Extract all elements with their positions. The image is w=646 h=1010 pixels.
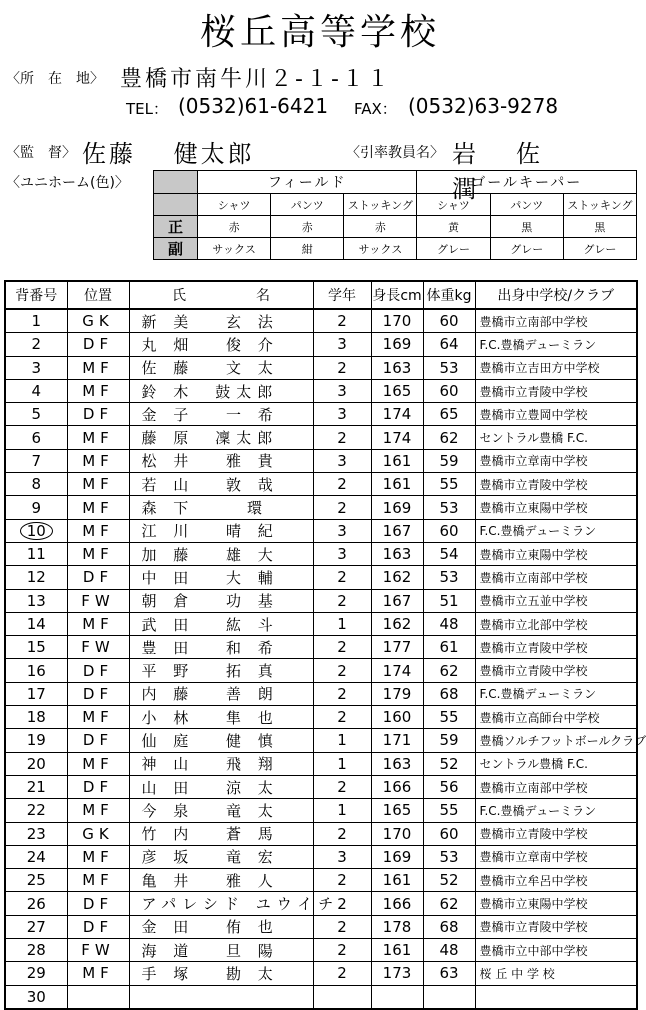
roster-row <box>5 915 637 938</box>
player-grade: 2 <box>313 636 371 659</box>
roster-row <box>5 496 637 519</box>
player-height: 166 <box>371 775 423 798</box>
teacher-name: 岩 佐 潤 <box>452 140 612 203</box>
player-school: 豊橋市立青陵中学校 <box>475 822 637 845</box>
player-number: 13 <box>5 589 67 612</box>
player-name: 平 野 拓 真 <box>129 659 313 682</box>
player-number: 1 <box>5 309 67 333</box>
primary-color: 赤 <box>271 216 344 238</box>
uniform-corner <box>154 194 198 216</box>
player-school: 豊橋市立高師台中学校 <box>475 706 637 729</box>
player-grade: 2 <box>313 822 371 845</box>
player-school: 豊橋市立青陵中学校 <box>475 659 637 682</box>
player-position: MF <box>67 752 129 775</box>
uniform-table <box>153 170 637 260</box>
player-height: 170 <box>371 822 423 845</box>
roster-row <box>5 542 637 565</box>
player-position: DF <box>67 566 129 589</box>
player-weight: 53 <box>423 566 475 589</box>
player-position: MF <box>67 519 129 542</box>
player-name: 小 林 隼 也 <box>129 706 313 729</box>
item-gk-stockings: ストッキング <box>563 194 636 216</box>
roster-row <box>5 309 637 333</box>
primary-color: 赤 <box>198 216 271 238</box>
player-school: 豊橋市立東陽中学校 <box>475 892 637 915</box>
roster-row <box>5 403 637 426</box>
player-grade: 1 <box>313 752 371 775</box>
player-name: 新 美 玄 法 <box>129 309 313 333</box>
player-grade: 2 <box>313 682 371 705</box>
secondary-color: 紺 <box>271 238 344 260</box>
secondary-color: グレー <box>563 238 636 260</box>
roster-row <box>5 636 637 659</box>
secondary-color: グレー <box>490 238 563 260</box>
player-school: セントラル豊橋 F.C. <box>475 752 637 775</box>
player-height: 169 <box>371 496 423 519</box>
header-number: 背番号 <box>5 281 67 309</box>
player-name: アパレシド ユウイチ <box>129 892 313 915</box>
roster-row <box>5 589 637 612</box>
player-school: F.C.豊橋デューミラン <box>475 333 637 356</box>
roster-row <box>5 775 637 798</box>
roster-row <box>5 985 637 1009</box>
player-name: 内 藤 善 朗 <box>129 682 313 705</box>
roster-row <box>5 729 637 752</box>
player-grade: 2 <box>313 496 371 519</box>
player-position: MF <box>67 706 129 729</box>
fax-value: (0532)63-9278 <box>408 94 559 118</box>
player-name: 竹 内 蒼 馬 <box>129 822 313 845</box>
player-school: 豊橋市立南部中学校 <box>475 566 637 589</box>
player-position: MF <box>67 496 129 519</box>
roster-row <box>5 845 637 868</box>
player-name: 金 子 一 希 <box>129 403 313 426</box>
player-school: F.C.豊橋デューミラン <box>475 799 637 822</box>
player-school: 豊橋市立東陽中学校 <box>475 496 637 519</box>
player-position: MF <box>67 356 129 379</box>
player-position: MF <box>67 473 129 496</box>
player-number: 15 <box>5 636 67 659</box>
player-weight: 68 <box>423 915 475 938</box>
player-position: DF <box>67 682 129 705</box>
school-name: 桜丘高等学校 <box>199 12 440 53</box>
player-number: 14 <box>5 612 67 635</box>
primary-color: 赤 <box>344 216 417 238</box>
player-name: 武 田 紘 斗 <box>129 612 313 635</box>
player-school: 豊橋市立青陵中学校 <box>475 473 637 496</box>
player-grade: 2 <box>313 939 371 962</box>
player-grade: 2 <box>313 356 371 379</box>
player-position: FW <box>67 636 129 659</box>
player-school: 豊橋市立南部中学校 <box>475 309 637 333</box>
player-name: 鈴 木 鼓太郎 <box>129 379 313 402</box>
player-height <box>371 985 423 1009</box>
player-number: 28 <box>5 939 67 962</box>
player-grade: 1 <box>313 799 371 822</box>
player-school: 豊橋市立東陽中学校 <box>475 542 637 565</box>
player-position: DF <box>67 403 129 426</box>
player-position: MF <box>67 799 129 822</box>
player-weight: 62 <box>423 426 475 449</box>
player-number: 17 <box>5 682 67 705</box>
player-grade: 2 <box>313 589 371 612</box>
player-height: 174 <box>371 426 423 449</box>
player-grade: 2 <box>313 962 371 985</box>
player-name: 手 塚 勘 太 <box>129 962 313 985</box>
player-position: MF <box>67 612 129 635</box>
player-name: 今 泉 竜 太 <box>129 799 313 822</box>
header-name: 氏 名 <box>129 281 313 309</box>
player-name <box>129 985 313 1009</box>
player-weight: 60 <box>423 379 475 402</box>
player-grade: 2 <box>313 566 371 589</box>
player-school: 豊橋市立章南中学校 <box>475 449 637 472</box>
player-weight: 55 <box>423 473 475 496</box>
group-goalkeeper: ゴールキーパー <box>417 171 637 194</box>
player-weight: 60 <box>423 822 475 845</box>
roster-row <box>5 519 637 542</box>
player-weight: 62 <box>423 659 475 682</box>
player-name: 藤 原 凜太郎 <box>129 426 313 449</box>
player-weight: 53 <box>423 356 475 379</box>
player-school: 豊橋市立北部中学校 <box>475 612 637 635</box>
player-weight: 56 <box>423 775 475 798</box>
roster-row <box>5 473 637 496</box>
player-number: 26 <box>5 892 67 915</box>
player-weight: 60 <box>423 309 475 333</box>
player-weight: 65 <box>423 403 475 426</box>
primary-label: 正 <box>154 216 198 238</box>
roster-row <box>5 333 637 356</box>
player-height: 167 <box>371 589 423 612</box>
player-weight: 68 <box>423 682 475 705</box>
primary-color: 黄 <box>417 216 490 238</box>
player-position <box>67 985 129 1009</box>
player-position: DF <box>67 775 129 798</box>
player-height: 161 <box>371 869 423 892</box>
coach-name: 佐藤 健太郎 <box>82 140 255 168</box>
player-weight: 52 <box>423 869 475 892</box>
player-position: MF <box>67 869 129 892</box>
player-weight <box>423 985 475 1009</box>
roster-table <box>4 280 646 1010</box>
roster-row <box>5 566 637 589</box>
player-number: 2 <box>5 333 67 356</box>
player-weight: 55 <box>423 706 475 729</box>
player-position: GK <box>67 822 129 845</box>
player-position: GK <box>67 309 129 333</box>
player-height: 165 <box>371 379 423 402</box>
player-position: DF <box>67 333 129 356</box>
tel-value: (0532)61-6421 <box>178 94 329 118</box>
player-number: 30 <box>5 985 67 1009</box>
header-weight: 体重kg <box>423 281 475 309</box>
uniform-secondary-row <box>154 238 637 260</box>
uniform-corner <box>154 171 198 194</box>
player-position: DF <box>67 915 129 938</box>
player-height: 166 <box>371 892 423 915</box>
player-height: 162 <box>371 612 423 635</box>
player-grade: 3 <box>313 449 371 472</box>
player-grade: 3 <box>313 519 371 542</box>
player-name: 中 田 大 輔 <box>129 566 313 589</box>
player-number: 6 <box>5 426 67 449</box>
roster-row <box>5 379 637 402</box>
player-name: 仙 庭 健 慎 <box>129 729 313 752</box>
player-name: 加 藤 雄 大 <box>129 542 313 565</box>
player-height: 177 <box>371 636 423 659</box>
player-weight: 52 <box>423 752 475 775</box>
captain-number-circle: 10 <box>20 522 53 540</box>
player-number: 18 <box>5 706 67 729</box>
player-grade: 2 <box>313 659 371 682</box>
player-grade: 3 <box>313 403 371 426</box>
roster-row <box>5 659 637 682</box>
player-position: FW <box>67 589 129 612</box>
roster-row <box>5 706 637 729</box>
player-position: MF <box>67 379 129 402</box>
uniform-item-row <box>154 194 637 216</box>
player-number: 21 <box>5 775 67 798</box>
fax-label: FAX： <box>354 100 397 118</box>
secondary-label: 副 <box>154 238 198 260</box>
roster-row <box>5 822 637 845</box>
player-height: 161 <box>371 939 423 962</box>
secondary-color: サックス <box>344 238 417 260</box>
uniform-group-row <box>154 171 637 194</box>
player-number: 24 <box>5 845 67 868</box>
player-height: 179 <box>371 682 423 705</box>
player-height: 167 <box>371 519 423 542</box>
address: 豊橋市南牛川２-１-１１ <box>120 67 392 92</box>
player-weight: 63 <box>423 962 475 985</box>
roster-row <box>5 962 637 985</box>
player-weight: 62 <box>423 892 475 915</box>
item-shirt: シャツ <box>198 194 271 216</box>
player-number: 19 <box>5 729 67 752</box>
player-position: DF <box>67 659 129 682</box>
header-grade: 学年 <box>313 281 371 309</box>
player-number: 5 <box>5 403 67 426</box>
player-name: 丸 畑 俊 介 <box>129 333 313 356</box>
player-grade: 2 <box>313 426 371 449</box>
player-position: FW <box>67 939 129 962</box>
roster-row <box>5 939 637 962</box>
player-school: 豊橋市立章南中学校 <box>475 845 637 868</box>
player-weight: 48 <box>423 939 475 962</box>
tel-label: TEL： <box>126 100 168 118</box>
player-school: 豊橋市立吉田方中学校 <box>475 356 637 379</box>
roster-row <box>5 426 637 449</box>
player-height: 173 <box>371 962 423 985</box>
player-weight: 60 <box>423 519 475 542</box>
player-school: F.C.豊橋デューミラン <box>475 519 637 542</box>
player-number: 9 <box>5 496 67 519</box>
player-name: 江 川 晴 紀 <box>129 519 313 542</box>
player-weight: 61 <box>423 636 475 659</box>
secondary-color: サックス <box>198 238 271 260</box>
player-number: 8 <box>5 473 67 496</box>
player-grade: 2 <box>313 915 371 938</box>
player-weight: 64 <box>423 333 475 356</box>
player-number: 29 <box>5 962 67 985</box>
player-weight: 54 <box>423 542 475 565</box>
player-school <box>475 985 637 1009</box>
roster-row <box>5 682 637 705</box>
player-height: 163 <box>371 752 423 775</box>
roster-row <box>5 612 637 635</box>
player-height: 165 <box>371 799 423 822</box>
group-field: フィールド <box>198 171 417 194</box>
roster-row <box>5 892 637 915</box>
player-number: 4 <box>5 379 67 402</box>
player-number: 27 <box>5 915 67 938</box>
player-height: 174 <box>371 659 423 682</box>
player-grade: 2 <box>313 309 371 333</box>
player-grade: 1 <box>313 612 371 635</box>
roster-header-row <box>5 281 637 309</box>
player-grade: 3 <box>313 379 371 402</box>
player-name: 佐 藤 文 太 <box>129 356 313 379</box>
player-height: 163 <box>371 542 423 565</box>
player-grade: 3 <box>313 542 371 565</box>
item-pants: パンツ <box>271 194 344 216</box>
player-number <box>5 519 67 542</box>
player-weight: 59 <box>423 449 475 472</box>
player-grade: 2 <box>313 869 371 892</box>
player-weight: 53 <box>423 496 475 519</box>
player-grade: 2 <box>313 775 371 798</box>
player-weight: 53 <box>423 845 475 868</box>
primary-color: 黒 <box>490 216 563 238</box>
uniform-primary-row <box>154 216 637 238</box>
player-position: MF <box>67 542 129 565</box>
player-school: セントラル豊橋 F.C. <box>475 426 637 449</box>
player-position: MF <box>67 426 129 449</box>
player-name: 豊 田 和 希 <box>129 636 313 659</box>
player-position: MF <box>67 962 129 985</box>
player-position: DF <box>67 892 129 915</box>
player-name: 朝 倉 功 基 <box>129 589 313 612</box>
player-name: 若 山 敦 哉 <box>129 473 313 496</box>
header-school: 出身中学校/クラブ <box>475 281 637 309</box>
player-number: 3 <box>5 356 67 379</box>
roster-row <box>5 449 637 472</box>
uniform-label: 〈ユニホーム(色)〉 <box>6 175 129 191</box>
player-height: 161 <box>371 449 423 472</box>
player-school: 豊橋市立青陵中学校 <box>475 915 637 938</box>
header-height: 身長cm <box>371 281 423 309</box>
player-number: 23 <box>5 822 67 845</box>
player-name: 松 井 雅 貴 <box>129 449 313 472</box>
player-height: 161 <box>371 473 423 496</box>
player-grade: 2 <box>313 706 371 729</box>
player-weight: 48 <box>423 612 475 635</box>
player-position: MF <box>67 845 129 868</box>
player-height: 174 <box>371 403 423 426</box>
roster-row <box>5 799 637 822</box>
primary-color: 黒 <box>563 216 636 238</box>
player-school: 豊橋市立南部中学校 <box>475 775 637 798</box>
player-height: 170 <box>371 309 423 333</box>
player-number: 12 <box>5 566 67 589</box>
roster-row <box>5 356 637 379</box>
teacher-label: 〈引率教員名〉 <box>346 145 444 161</box>
item-gk-pants: パンツ <box>490 194 563 216</box>
player-number: 22 <box>5 799 67 822</box>
player-position: MF <box>67 449 129 472</box>
player-name: 亀 井 雅 人 <box>129 869 313 892</box>
player-school: 豊橋市立中部中学校 <box>475 939 637 962</box>
player-number: 11 <box>5 542 67 565</box>
secondary-color: グレー <box>417 238 490 260</box>
player-school: 豊橋市立牟呂中学校 <box>475 869 637 892</box>
player-height: 171 <box>371 729 423 752</box>
player-weight: 55 <box>423 799 475 822</box>
roster-row <box>5 752 637 775</box>
player-height: 169 <box>371 333 423 356</box>
player-height: 163 <box>371 356 423 379</box>
player-grade: 2 <box>313 473 371 496</box>
player-number: 16 <box>5 659 67 682</box>
player-name: 金 田 侑 也 <box>129 915 313 938</box>
player-name: 神 山 飛 翔 <box>129 752 313 775</box>
player-grade: 3 <box>313 845 371 868</box>
player-height: 169 <box>371 845 423 868</box>
address-label: 〈所 在 地〉 <box>6 71 104 87</box>
player-school: F.C.豊橋デューミラン <box>475 682 637 705</box>
player-grade <box>313 985 371 1009</box>
item-gk-shirt: シャツ <box>417 194 490 216</box>
roster-row <box>5 869 637 892</box>
player-grade: 3 <box>313 333 371 356</box>
player-name: 彦 坂 竜 宏 <box>129 845 313 868</box>
player-height: 178 <box>371 915 423 938</box>
player-weight: 51 <box>423 589 475 612</box>
player-position: DF <box>67 729 129 752</box>
header-position: 位置 <box>67 281 129 309</box>
player-school: 豊橋ソルチフットボールクラブ <box>475 729 637 752</box>
player-grade: 2 <box>313 892 371 915</box>
player-name: 海 道 旦 陽 <box>129 939 313 962</box>
player-school: 豊橋市立豊岡中学校 <box>475 403 637 426</box>
player-name: 森 下 環 <box>129 496 313 519</box>
player-name: 山 田 涼 太 <box>129 775 313 798</box>
player-school: 桜 丘 中 学 校 <box>475 962 637 985</box>
player-number: 20 <box>5 752 67 775</box>
item-stockings: ストッキング <box>344 194 417 216</box>
player-height: 162 <box>371 566 423 589</box>
player-school: 豊橋市立青陵中学校 <box>475 636 637 659</box>
player-number: 7 <box>5 449 67 472</box>
player-number: 25 <box>5 869 67 892</box>
player-grade: 1 <box>313 729 371 752</box>
player-school: 豊橋市立五並中学校 <box>475 589 637 612</box>
player-school: 豊橋市立青陵中学校 <box>475 379 637 402</box>
coach-label: 〈監 督〉 <box>6 145 76 161</box>
player-height: 160 <box>371 706 423 729</box>
player-weight: 59 <box>423 729 475 752</box>
